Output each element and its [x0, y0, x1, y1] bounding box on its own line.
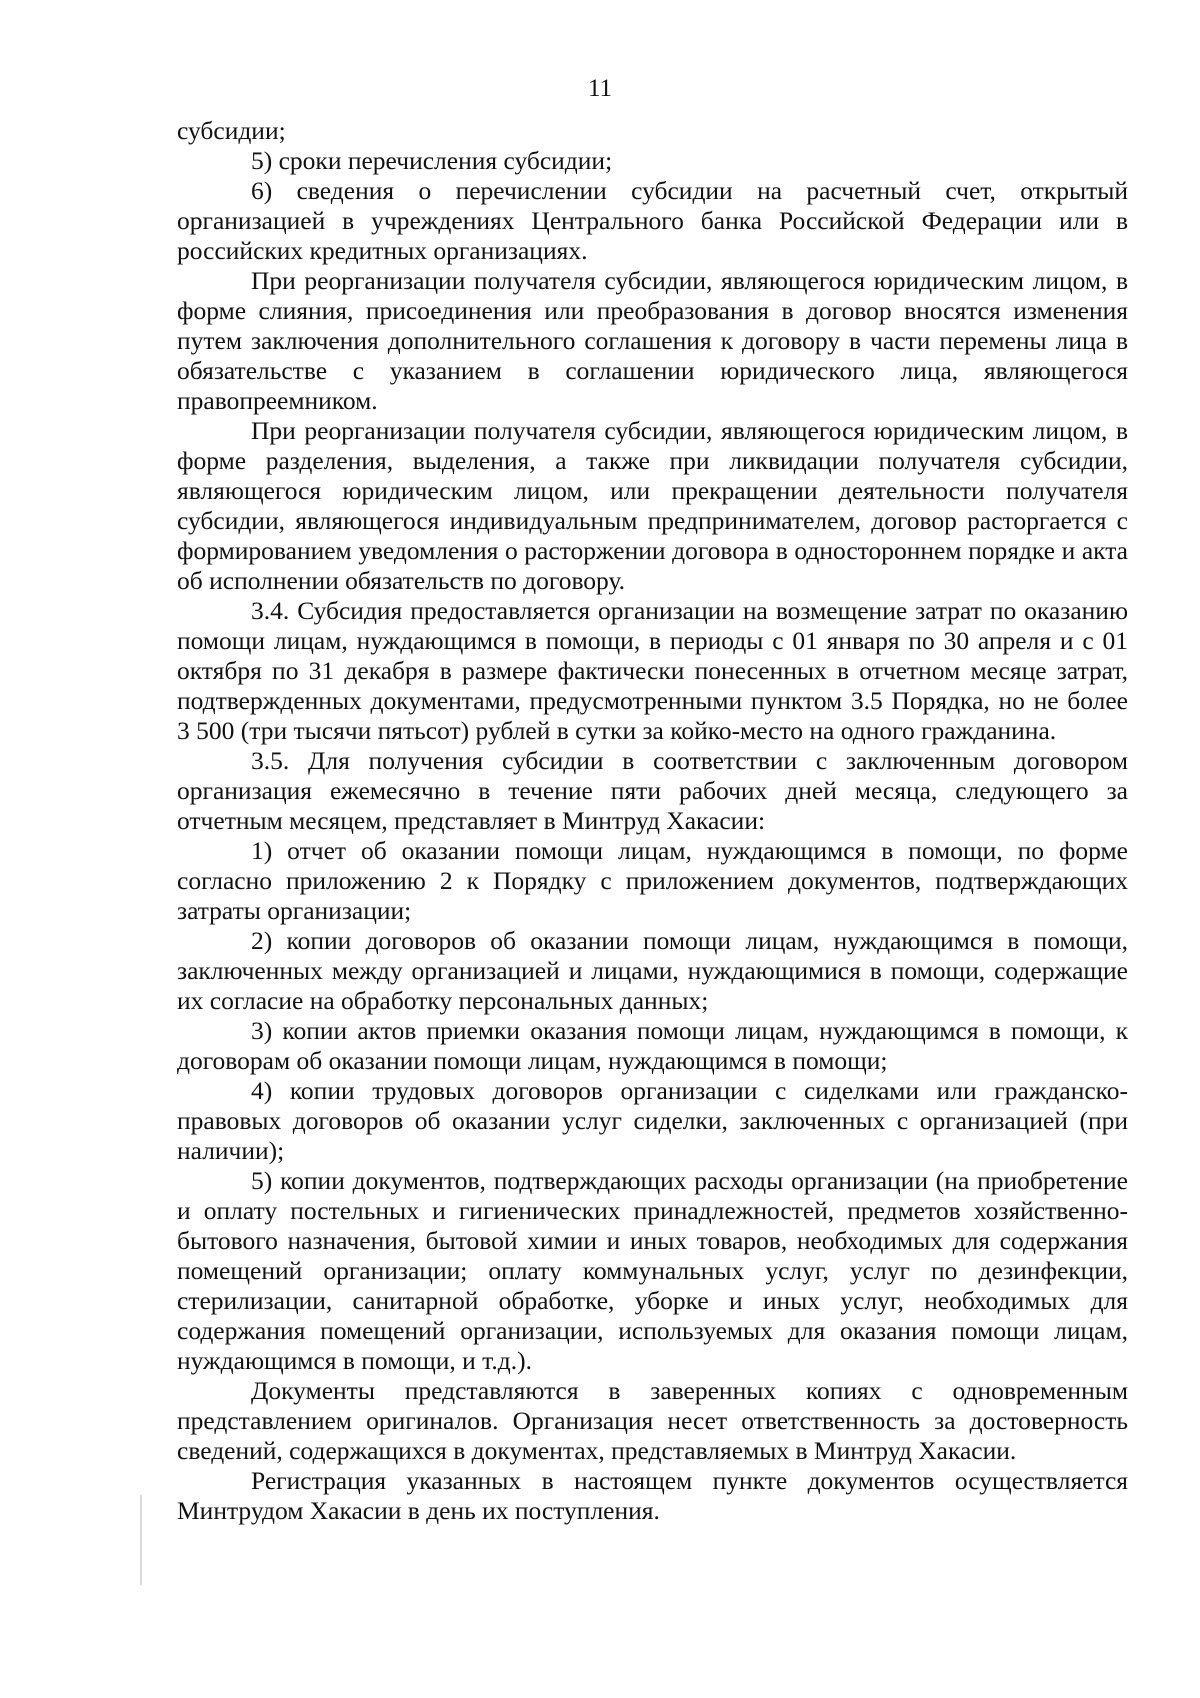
list-item-2-contracts: 2) копии договоров об оказании помощи лицам, нуждающимся в помощи, заключенных между организацией и лицами, нуждающимися в помощи, содержащие их согласие на обработку персональных данных;: [177, 926, 1128, 1015]
scan-margin-mark: [140, 1495, 142, 1585]
list-item-1-report: 1) отчет об оказании помощи лицам, нуждающимся в помощи, по форме согласно приложению 2 к Порядку с приложением документов, подтверждающих затраты организации;: [177, 836, 1128, 925]
paragraph-subsidy-end: субсидии;: [177, 116, 286, 145]
list-item-4-labor-contracts: 4) копии трудовых договоров организации с сиделками или гражданско-правовых договоров об оказании услуг сиделки, заключенных с организацией (при наличии);: [177, 1076, 1128, 1165]
page-number: 11: [587, 75, 613, 102]
list-item-5-expense-documents: 5) копии документов, подтверждающих расходы организации (на приобретение и оплату постельных и гигиенических принадлежностей, предметов хозяйственно-бытового назначения, бытовой химии и иных товаров, необходимых для содержания помещений организации; оплату коммунальных услуг, услуг по дезинфекции, стерилизации, санитарной обработке, уборке и иных услуг, необходимых для содержания помещений организации, используемых для оказания помощи лицам, нуждающимся в помощи, и т.д.).: [177, 1166, 1128, 1375]
paragraph-item-5-terms: 5) сроки перечисления субсидии;: [251, 146, 613, 175]
paragraph-item-6-transfer: 6) сведения о перечислении субсидии на расчетный счет, открытый организацией в учреждениях Центрального банка Российской Федерации или в российских кредитных организациях.: [177, 176, 1128, 265]
paragraph-3-4: 3.4. Субсидия предоставляется организации на возмещение затрат по оказанию помощи лицам, нуждающимся в помощи, в периоды с 01 января по 30 апреля и с 01 октября по 31 декабря в размере фактически понесенных в отчетном месяце затрат, подтвержденных документами, предусмотренными пунктом 3.5 Порядка, но не более 3 500 (три тысячи пятьсот) рублей в сутки за койко-место на одного гражданина.: [177, 596, 1128, 745]
paragraph-certified-copies: Документы представляются в заверенных копиях с одновременным представлением оригиналов. Организация несет ответственность за достоверность сведений, содержащихся в документах, представляемых в Минтруд Хакасии.: [177, 1376, 1128, 1465]
paragraph-registration: Регистрация указанных в настоящем пункте документов осуществляется Минтрудом Хакасии в день их поступления.: [177, 1466, 1128, 1525]
paragraph-reorganization-division: При реорганизации получателя субсидии, являющегося юридическим лицом, в форме разделения, выделения, а также при ликвидации получателя субсидии, являющегося юридическим лицом, или прекращении деятельности получателя субсидии, являющегося индивидуальным предпринимателем, договор расторгается с формированием уведомления о расторжении договора в одностороннем порядке и акта об исполнении обязательств по договору.: [177, 416, 1128, 595]
paragraph-3-5: 3.5. Для получения субсидии в соответствии с заключенным договором организация ежемесячно в течение пяти рабочих дней месяца, следующего за отчетным месяцем, представляет в Минтруд Хакасии:: [177, 746, 1128, 835]
list-item-3-acts: 3) копии актов приемки оказания помощи лицам, нуждающимся в помощи, к договорам об оказании помощи лицам, нуждающимся в помощи;: [177, 1016, 1128, 1075]
paragraph-reorganization-merger: При реорганизации получателя субсидии, являющегося юридическим лицом, в форме слияния, присоединения или преобразования в договор вносятся изменения путем заключения дополнительного соглашения к договору в части перемены лица в обязательстве с указанием в соглашении юридического лица, являющегося правопреемником.: [177, 266, 1128, 415]
document-body: [177, 116, 1128, 1526]
